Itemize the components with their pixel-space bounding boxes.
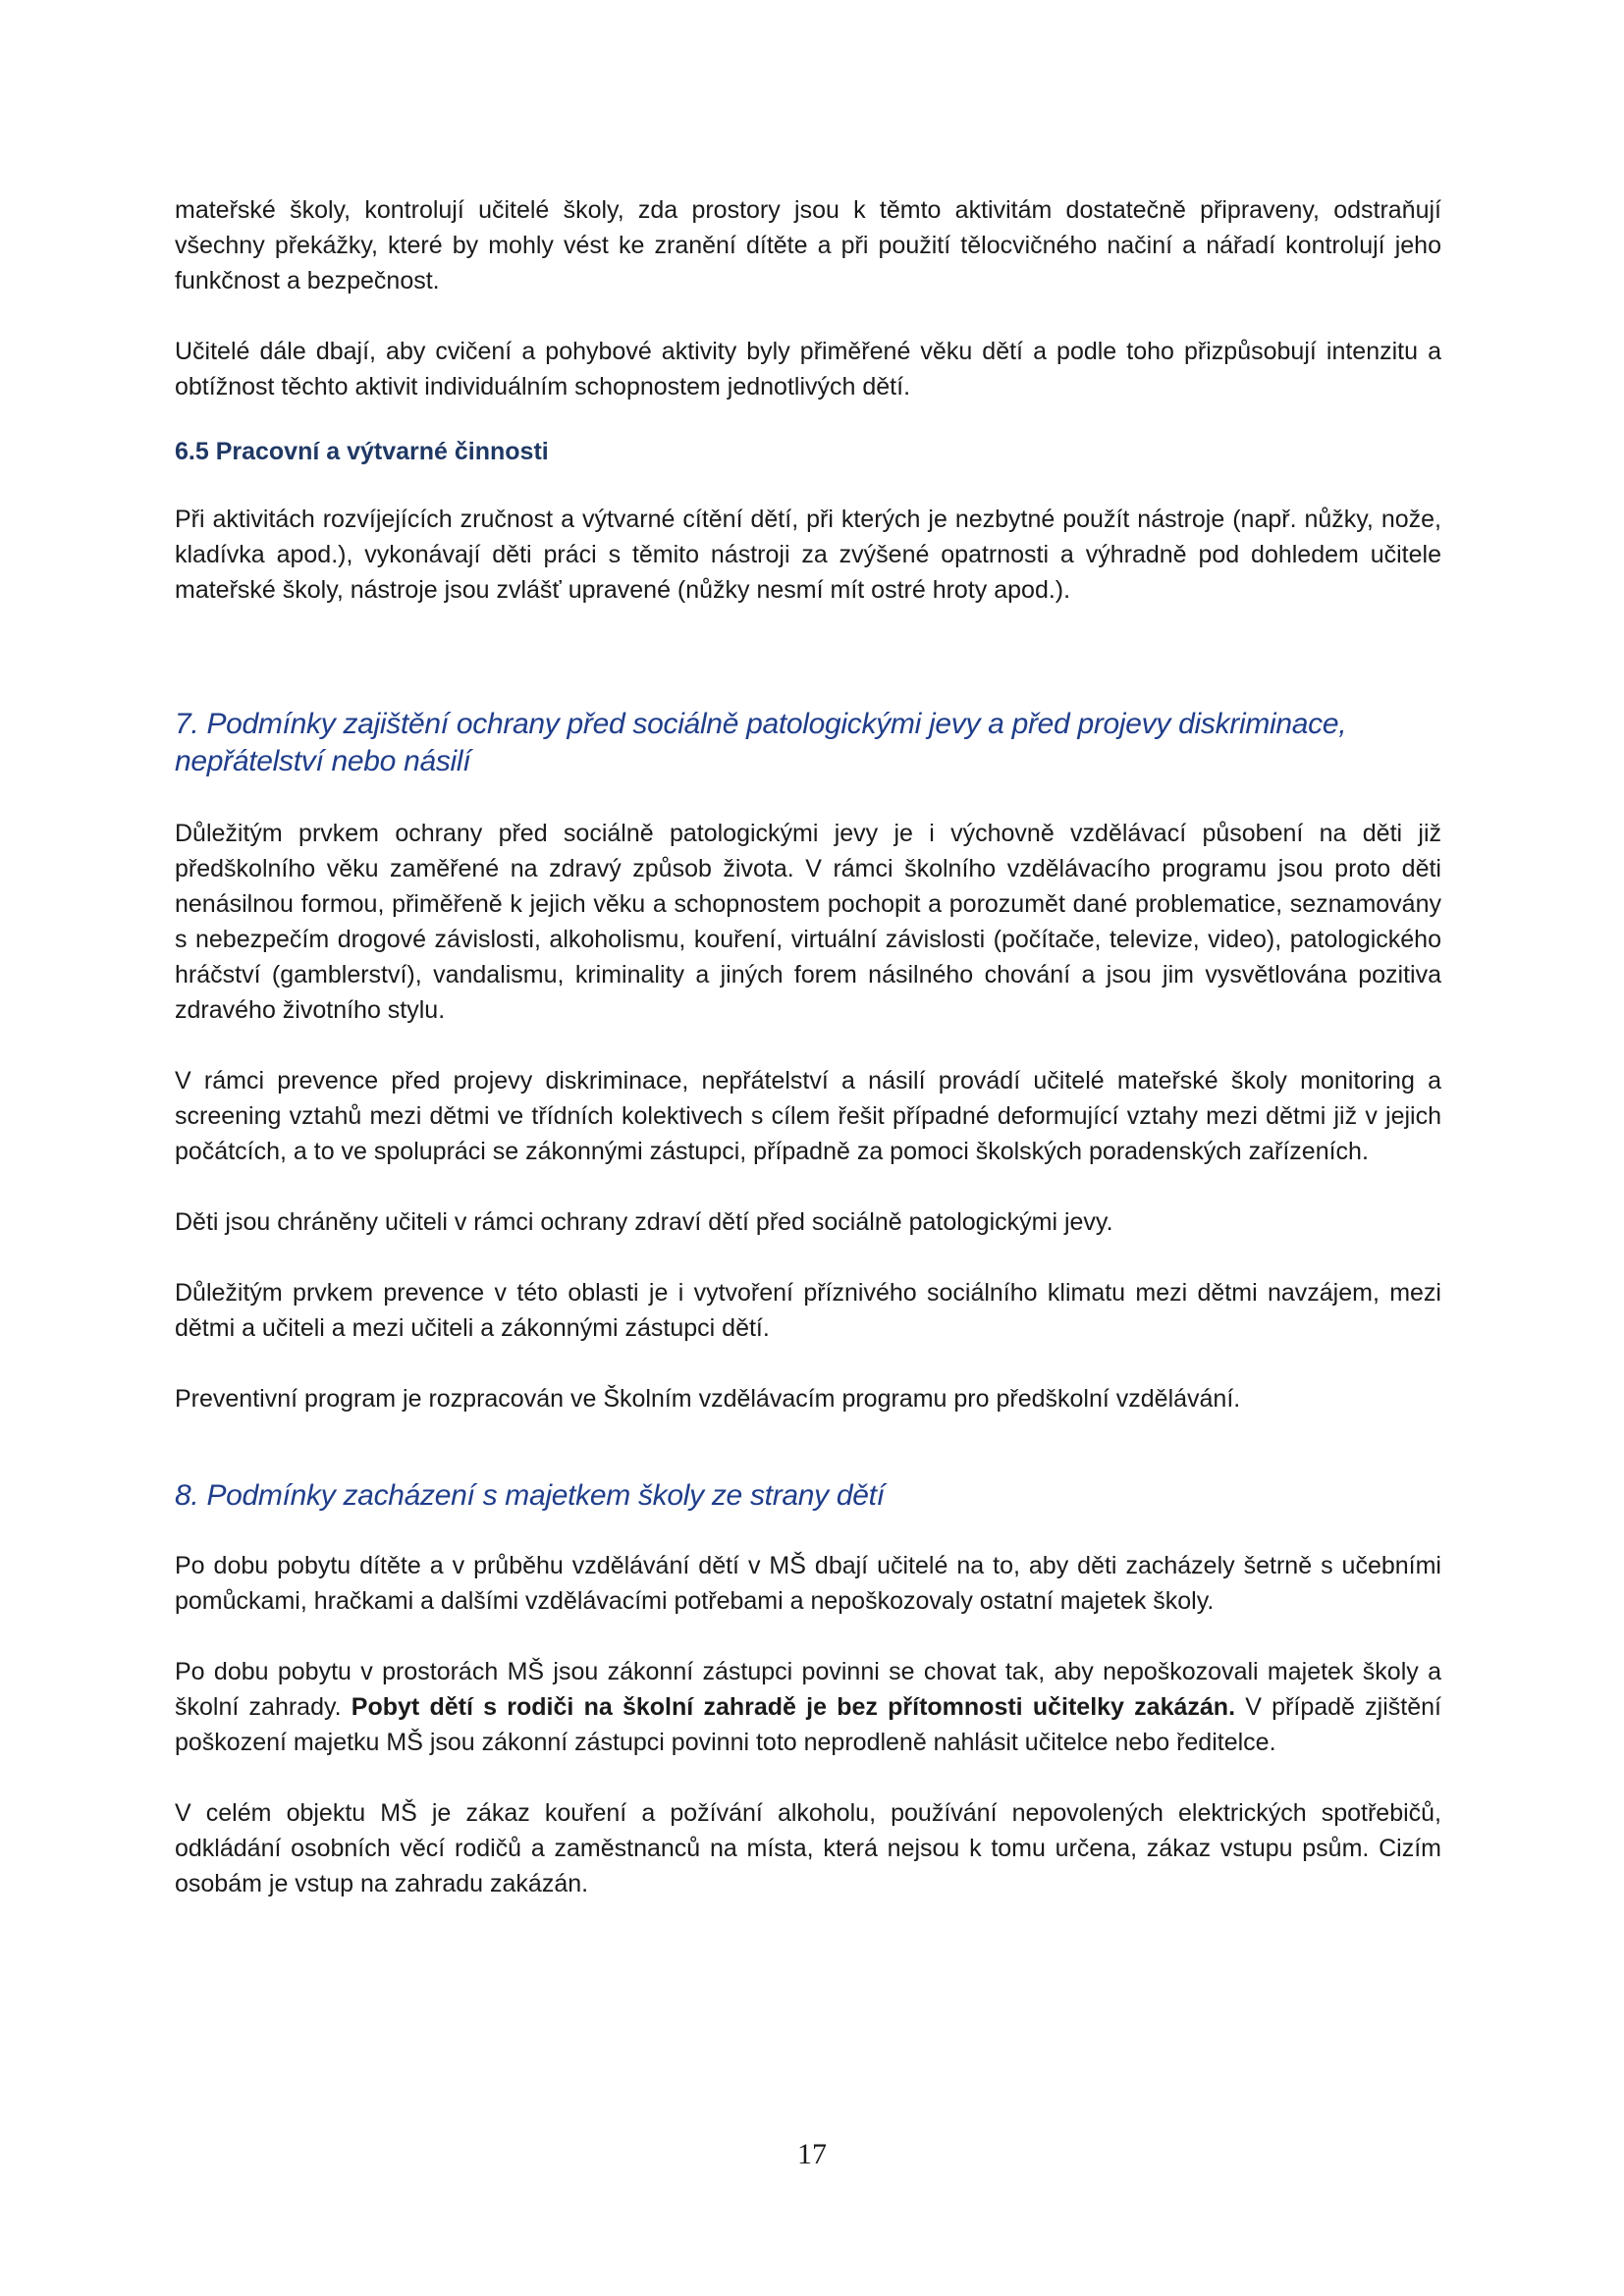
paragraph: Při aktivitách rozvíjejících zručnost a výtvarné cítění dětí, při kterých je nezbytné použít nástroje (např. nůžky, nože, kladívka apod.), vykonávají děti práci s těmito nástroji za zvýšené opatrnosti a výhradně pod dohledem učitele mateřské školy, nástroje jsou zvlášť upravené (nůžky nesmí mít ostré hroty apod.). — [175, 506, 1441, 604]
page-number: 17 — [797, 2138, 827, 2170]
paragraph: Preventivní program je rozpracován ve Školním vzdělávacím programu pro předškolní vzdělávání. — [175, 1385, 1241, 1413]
section-heading-6-5: 6.5 Pracovní a výtvarné činnosti — [175, 438, 549, 465]
emphasized-text: Pobyt dětí s rodiči na školní zahradě je bez přítomnosti učitelky zakázán. — [351, 1693, 1236, 1721]
paragraph: mateřské školy, kontrolují učitelé školy, zda prostory jsou k těmto aktivitám dostatečně připraveny, odstraňují všechny překážky, které by mohly vést ke zranění dítěte a při použití tělocvičného načiní a nářadí kontrolují jeho funkčnost a bezpečnost. — [175, 196, 1441, 294]
page-content — [175, 192, 1441, 1901]
paragraph: Důležitým prvkem ochrany před sociálně patologickými jevy je i výchovně vzdělávací působení na děti již předškolního věku zaměřené na zdravý způsob života. V rámci školního vzdělávacího programu jsou proto děti nenásilnou formou, přiměřeně k jejich věku a schopnostem pochopit a porozumět dané problematice, seznamovány s nebezpečím drogové závislosti, alkoholismu, kouření, virtuální závislosti (počítače, televize, video), patologického hráčství (gamblerství), vandalismu, kriminality a jiných forem násilného chování a jsou jim vysvětlována pozitiva zdravého životního stylu. — [175, 820, 1441, 1024]
paragraph — [175, 1654, 1441, 1760]
paragraph-text: V případě zjištění poškození majetku MŠ jsou zákonní zástupci povinni toto neprodleně nahlásit učitelce nebo ředitelce. — [175, 1693, 1441, 1756]
paragraph: Učitelé dále dbají, aby cvičení a pohybové aktivity byly přiměřené věku dětí a podle toho přizpůsobují intenzitu a obtížnost těchto aktivit individuálním schopnostem jednotlivých dětí. — [175, 338, 1441, 400]
paragraph: Po dobu pobytu dítěte a v průběhu vzdělávání dětí v MŠ dbají učitelé na to, aby děti zacházely šetrně s učebními pomůckami, hračkami a dalšími vzdělávacími potřebami a nepoškozovaly ostatní majetek školy. — [175, 1552, 1441, 1615]
paragraph: V rámci prevence před projevy diskriminace, nepřátelství a násilí provádí učitelé mateřské školy monitoring a screening vztahů mezi dětmi ve třídních kolektivech s cílem řešit případné deformující vztahy mezi dětmi již v jejich počátcích, a to ve spolupráci se zákonnými zástupci, případně za pomoci školských poradenských zařízeních. — [175, 1067, 1441, 1165]
paragraph: Děti jsou chráněny učiteli v rámci ochrany zdraví dětí před sociálně patologickými jevy. — [175, 1208, 1113, 1236]
paragraph: Důležitým prvkem prevence v této oblasti je i vytvoření příznivého sociálního klimatu mezi dětmi navzájem, mezi dětmi a učiteli a mezi učiteli a zákonnými zástupci dětí. — [175, 1279, 1441, 1342]
section-heading-7: 7. Podmínky zajištění ochrany před sociálně patologickými jevy a před projevy diskriminace, nepřátelství nebo násilí — [175, 708, 1347, 777]
paragraph-text: Po dobu pobytu v prostorách MŠ jsou zákonní zástupci povinni se chovat tak, aby nepoškozovali majetek školy a školní zahrady. — [175, 1658, 1441, 1721]
section-heading-8: 8. Podmínky zacházení s majetkem školy ze strany dětí — [175, 1479, 885, 1512]
paragraph: V celém objektu MŠ je zákaz kouření a požívání alkoholu, používání nepovolených elektrických spotřebičů, odkládání osobních věcí rodičů a zaměstnanců na místa, která nejsou k tomu určena, zákaz vstupu psům. Cizím osobám je vstup na zahradu zakázán. — [175, 1799, 1441, 1897]
